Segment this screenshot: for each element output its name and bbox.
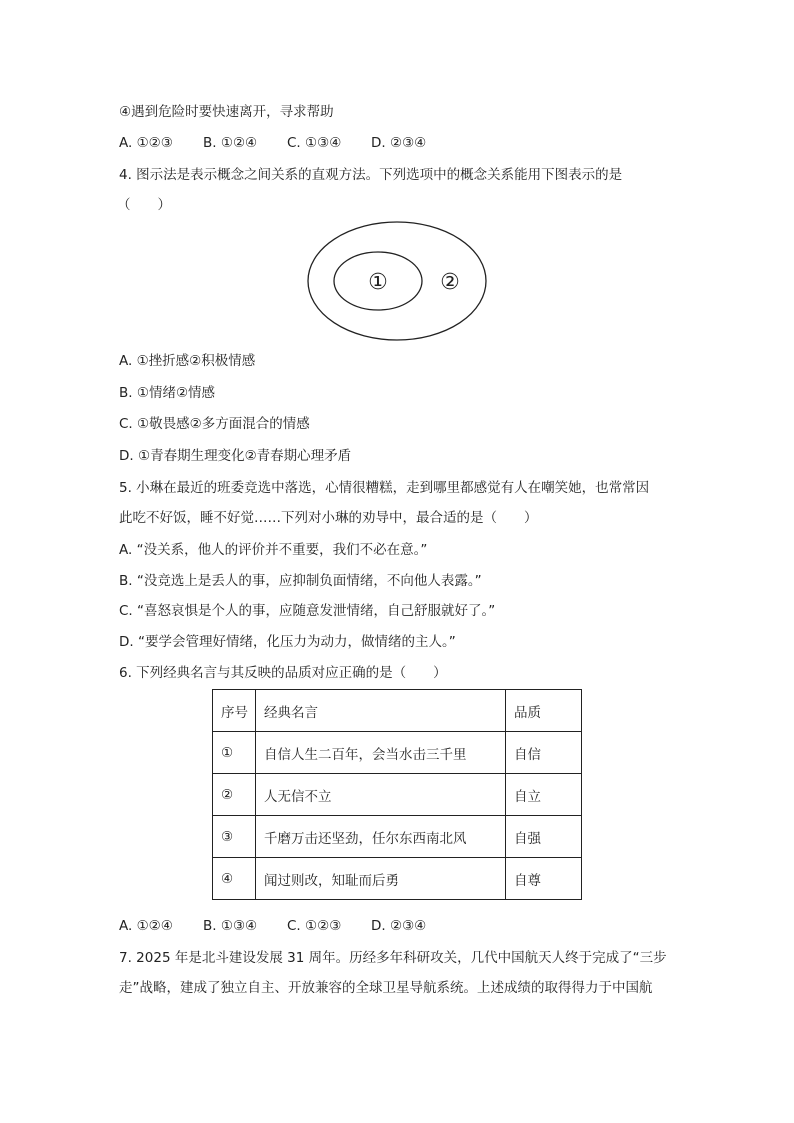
q3-option-d: D. ②③④: [371, 135, 427, 151]
header-index: 序号: [213, 690, 256, 732]
q6-option-a: A. ①②④: [119, 918, 173, 934]
q6-option-d: D. ②③④: [371, 918, 427, 934]
table-row: [213, 816, 582, 858]
q6-option-c: C. ①②③: [287, 918, 342, 934]
q5-option-d: D. “要学会管理好情绪，化压力为动力，做情绪的主人。”: [119, 634, 456, 650]
table-row: [213, 858, 582, 900]
row-index: ①: [213, 732, 256, 774]
q4-option-d: D. ①青春期生理变化②青春期心理矛盾: [119, 448, 352, 464]
q3-option-b: B. ①②④: [203, 135, 258, 151]
q3-option-a: A. ①②③: [119, 135, 173, 151]
header-quote: 经典名言: [256, 690, 506, 732]
row-index: ④: [213, 858, 256, 900]
q6-options: [119, 916, 426, 936]
row-quality: 自立: [506, 774, 582, 816]
q3-option-c: C. ①③④: [287, 135, 342, 151]
row-quality: 自信: [506, 732, 582, 774]
q7-line-1: 7. 2025 年是北斗建设发展 31 周年。历经多年科研攻关，几代中国航天人终于完成了“三步: [119, 950, 667, 966]
row-quote: 人无信不立: [256, 774, 506, 816]
header-quality: 品质: [506, 690, 582, 732]
q4-option-c: C. ①敬畏感②多方面混合的情感: [119, 416, 310, 432]
inner-label: ①: [368, 270, 388, 295]
q3-options: [119, 133, 426, 153]
row-quality: 自尊: [506, 858, 582, 900]
table-row: [213, 732, 582, 774]
row-quote: 千磨万击还坚劲，任尔东西南北风: [256, 816, 506, 858]
table-row: [213, 774, 582, 816]
q5-option-b: B. “没竞选上是丢人的事，应抑制负面情绪，不向他人表露。”: [119, 573, 482, 589]
q4-option-b: B. ①情绪②情感: [119, 385, 216, 401]
q4-option-a: A. ①挫折感②积极情感: [119, 353, 256, 369]
q7-line-2: 走”战略，建成了独立自主、开放兼容的全球卫星导航系统。上述成绩的取得得力于中国航: [119, 980, 653, 996]
outer-label: ②: [440, 270, 460, 295]
row-index: ②: [213, 774, 256, 816]
row-index: ③: [213, 816, 256, 858]
concept-venn-diagram: [306, 211, 488, 343]
q5-stem-line-1: 5. 小琳在最近的班委竞选中落选，心情很糟糕，走到哪里都感觉有人在嘲笑她，也常常因: [119, 480, 650, 496]
q5-option-a: A. “没关系，他人的评价并不重要，我们不必在意。”: [119, 542, 428, 558]
row-quote: 自信人生二百年，会当水击三千里: [256, 732, 506, 774]
row-quality: 自强: [506, 816, 582, 858]
row-quote: 闻过则改，知耻而后勇: [256, 858, 506, 900]
q5-stem-line-2: 此吃不好饭，睡不好觉……下列对小琳的劝导中，最合适的是（ ）: [119, 510, 538, 526]
q6-option-b: B. ①③④: [203, 918, 258, 934]
q5-option-c: C. “喜怒哀惧是个人的事，应随意发泄情绪，自己舒服就好了。”: [119, 603, 496, 619]
q6-stem: 6. 下列经典名言与其反映的品质对应正确的是（ ）: [119, 665, 447, 681]
q4-answer-paren: （ ）: [117, 197, 171, 213]
quotes-table: [212, 689, 582, 900]
q3-item-4: ④遇到危险时要快速离开，寻求帮助: [119, 104, 334, 120]
table-header-row: [213, 690, 582, 732]
q4-stem: 4. 图示法是表示概念之间关系的直观方法。下列选项中的概念关系能用下图表示的是: [119, 167, 623, 183]
